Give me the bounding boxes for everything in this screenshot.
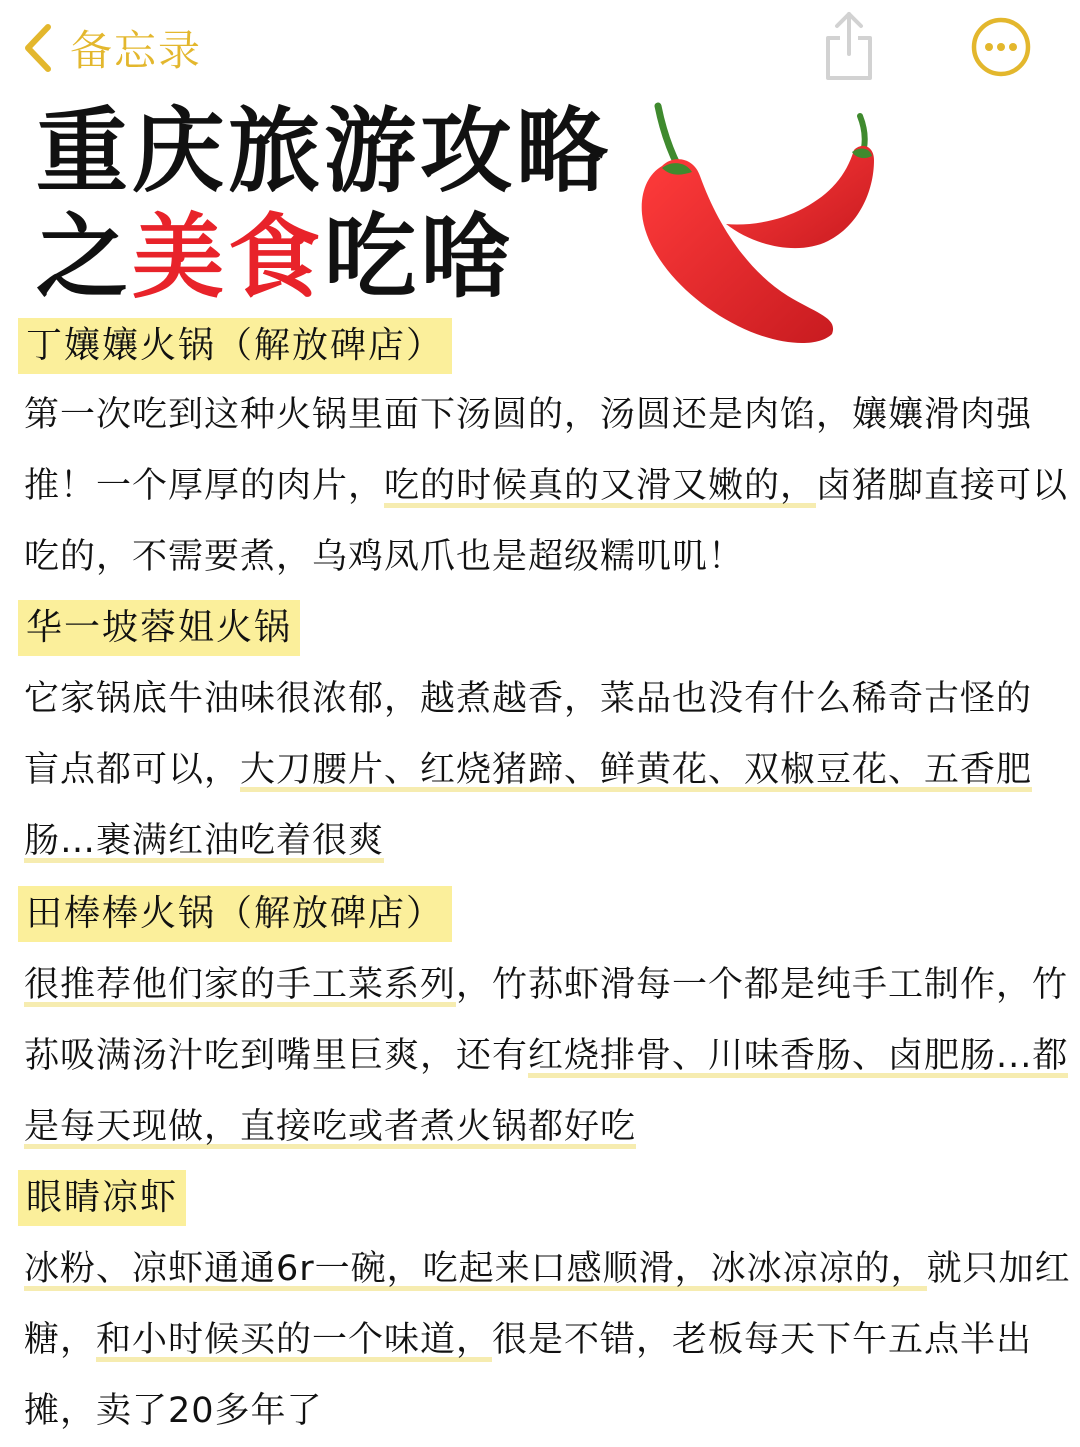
title-line1-text: 重庆旅游攻略 <box>36 98 613 205</box>
section-header-1: 丁孃孃火锅（解放碑店） <box>18 318 452 374</box>
section-header-2: 华一坡蓉姐火锅 <box>18 600 300 656</box>
back-label: 备忘录 <box>70 26 203 75</box>
title-line2-post: 吃啥 <box>324 204 517 311</box>
section-body-3 <box>24 950 1076 1163</box>
section-body-4 <box>24 1234 1076 1447</box>
text-span: 卤猪脚直接可以吃的，不需要煮，乌鸡凤爪也是超级糯叽叽！ <box>24 466 1069 577</box>
text-span: 第一次吃到这种火锅里面下汤圆的，汤圆还是肉馅， <box>24 395 853 435</box>
highlight-span: 和小时候买的一个味道， <box>96 1320 493 1360</box>
title-line2-pre: 之 <box>36 204 133 311</box>
text-span: 孃孃滑肉强推！一个厚厚的肉片， <box>24 395 1033 506</box>
back-button[interactable] <box>22 18 202 78</box>
chili-pepper-illustration <box>628 96 888 366</box>
section-body-1 <box>24 380 1076 593</box>
highlight-span: 红烧排骨、川味香肠、卤肥肠...都是每天现做，直接吃或者煮火锅都好吃 <box>24 1036 1069 1147</box>
text-span: ，竹荪虾滑每一个都是纯手工制作，竹荪吸满汤汁吃到嘴里巨爽，还有 <box>24 965 1069 1076</box>
section-header-3: 田棒棒火锅（解放碑店） <box>18 886 452 942</box>
highlight-span: 很推荐他们家的手工菜系列 <box>24 965 457 1005</box>
chevron-left-icon <box>22 23 54 73</box>
text-span: 很是不错，老板每天下午五点半出摊，卖了20多年了 <box>24 1320 1033 1431</box>
nav-bar <box>0 0 1080 95</box>
text-span: 就只加红糖， <box>24 1249 1071 1360</box>
highlight-span: 冰粉、凉虾通通6r一碗，吃起来口感顺滑，冰冰凉凉的， <box>24 1249 927 1289</box>
page-title-line2 <box>36 204 517 311</box>
section-body-2 <box>24 664 1076 877</box>
page-title-line1 <box>36 98 613 205</box>
text-span: 它家锅底牛油味很浓郁，越煮越香，菜品也没有什么稀奇古怪的 盲点都可以， <box>24 679 1033 790</box>
highlight-span: 吃的时候真的又滑又嫩的， <box>384 466 817 506</box>
more-icon[interactable] <box>970 16 1032 78</box>
highlight-span: 大刀腰片、红烧猪蹄、鲜黄花、双椒豆花、五香肥肠…裹满红油吃着很爽 <box>24 750 1033 861</box>
title-line2-accent: 美食 <box>132 204 325 311</box>
section-header-4: 眼睛凉虾 <box>18 1170 186 1226</box>
share-icon[interactable] <box>818 8 880 82</box>
